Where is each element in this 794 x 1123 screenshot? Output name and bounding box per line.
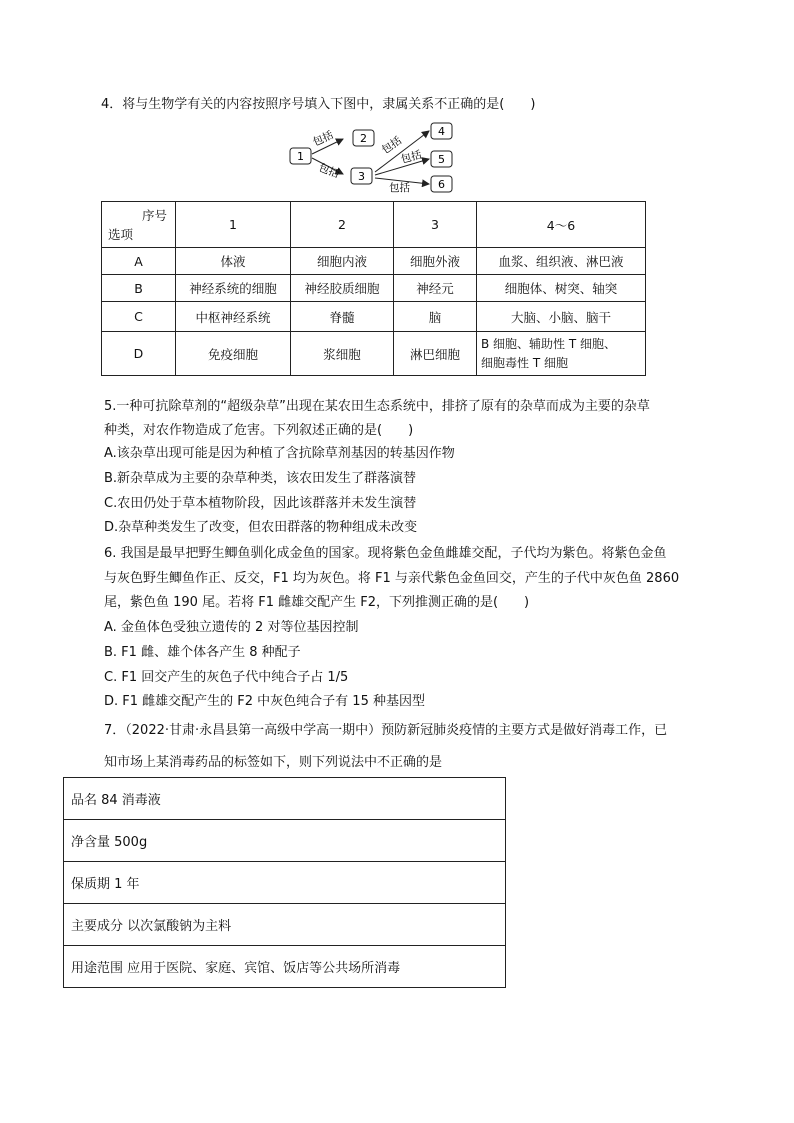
table-cell: 淋巴细胞 [394, 332, 477, 376]
edge-label-3-6: 包括 [389, 182, 410, 194]
option-label: D [102, 332, 176, 376]
table-cell: 血浆、组织液、淋巴液 [477, 248, 646, 275]
table-row [64, 820, 506, 862]
table-cell: 细胞体、树突、轴突 [477, 275, 646, 302]
q5-option-c: C.农田仍处于草本植物阶段，因此该群落并未发生演替 [104, 496, 417, 511]
q7-stem-line-2: 知市场上某消毒药品的标签如下，则下列说法中不正确的是 [104, 755, 443, 770]
table-row [102, 332, 646, 376]
table-cell [477, 332, 646, 376]
q5-option-b: B.新杂草成为主要的杂草种类，该农田发生了群落演替 [104, 471, 417, 486]
q5-stem-line-2: 种类，对农作物造成了危害。下列叙述正确的是( ) [104, 423, 414, 438]
table-cell: 大脑、小脑、脑干 [477, 302, 646, 332]
q6-option-d: D. F1 雌雄交配产生的 F2 中灰色纯合子有 15 种基因型 [104, 694, 425, 709]
table-cell: 脊髓 [291, 302, 394, 332]
column-header: 4～6 [477, 202, 646, 248]
edge-label-1-3: 包括 [316, 161, 341, 181]
table-cell: 神经元 [394, 275, 477, 302]
label-row-usage: 用途范围 应用于医院、家庭、宾馆、饭店等公共场所消毒 [64, 946, 506, 988]
cell-line: 细胞毒性 T 细胞 [481, 355, 568, 370]
table-cell: 体液 [176, 248, 291, 275]
table-row [64, 946, 506, 988]
table-row [102, 275, 646, 302]
q4-hierarchy-diagram [285, 118, 475, 194]
edge-label-1-2: 包括 [311, 128, 336, 149]
table-header-row [102, 202, 646, 248]
node-3: 3 [358, 170, 365, 183]
q6-stem-line-2: 与灰色野生鲫鱼作正、反交，F1 均为灰色。将 F1 与亲代紫色金鱼回交，产生的子代中灰色鱼 2860 [104, 571, 680, 586]
q7-stem-line-1: 7．（2022·甘肃·永昌县第一高级中学高一期中）预防新冠肺炎疫情的主要方式是做好消毒工作，已 [104, 723, 668, 738]
table-cell: 脑 [394, 302, 477, 332]
table-cell: 细胞外液 [394, 248, 477, 275]
option-label: C [102, 302, 176, 332]
q6-stem-line-3: 尾，紫色鱼 190 尾。若将 F1 雌雄交配产生 F2，下列推测正确的是( ) [104, 595, 530, 610]
header-corner-cell [102, 202, 176, 248]
column-header: 2 [291, 202, 394, 248]
node-1: 1 [297, 150, 304, 163]
label-row-name: 品名 84 消毒液 [64, 778, 506, 820]
label-row-ingredient: 主要成分 以次氯酸钠为主料 [64, 904, 506, 946]
header-corner-bottom: 选项 [108, 227, 134, 242]
table-cell: 细胞内液 [291, 248, 394, 275]
header-corner-top: 序号 [141, 208, 167, 223]
option-label: A [102, 248, 176, 275]
q5-stem-line-1: 5.一种可抗除草剂的“超级杂草”出现在某农田生态系统中，排挤了原有的杂草而成为主要的杂草 [104, 399, 650, 414]
table-row [64, 778, 506, 820]
table-cell: 神经系统的细胞 [176, 275, 291, 302]
q6-stem-line-1: 6. 我国是最早把野生鲫鱼驯化成金鱼的国家。现将紫色金鱼雌雄交配，子代均为紫色。将紫色金鱼 [104, 546, 667, 561]
label-row-net-content: 净含量 500g [64, 820, 506, 862]
q4-options-table [101, 201, 646, 376]
table-row [102, 302, 646, 332]
q5-option-d: D.杂草种类发生了改变，但农田群落的物种组成未改变 [104, 520, 418, 535]
q5-option-a: A.该杂草出现可能是因为种植了含抗除草剂基因的转基因作物 [104, 446, 455, 461]
label-row-shelf-life: 保质期 1 年 [64, 862, 506, 904]
column-header: 1 [176, 202, 291, 248]
node-5: 5 [438, 153, 445, 166]
table-row [102, 248, 646, 275]
cell-line: B 细胞、辅助性 T 细胞、 [481, 336, 617, 351]
table-cell: 免疫细胞 [176, 332, 291, 376]
node-2: 2 [360, 132, 367, 145]
q6-option-b: B. F1 雌、雄个体各产生 8 种配子 [104, 645, 301, 660]
table-cell: 神经胶质细胞 [291, 275, 394, 302]
q7-product-label-table [63, 777, 506, 988]
table-cell: 浆细胞 [291, 332, 394, 376]
edge-label-3-4: 包括 [379, 134, 404, 157]
column-header: 3 [394, 202, 477, 248]
table-row [64, 904, 506, 946]
node-4: 4 [438, 125, 445, 138]
q6-option-c: C. F1 回交产生的灰色子代中纯合子占 1/5 [104, 670, 349, 685]
table-row [64, 862, 506, 904]
table-cell: 中枢神经系统 [176, 302, 291, 332]
q6-option-a: A. 金鱼体色受独立遗传的 2 对等位基因控制 [104, 620, 359, 635]
node-6: 6 [438, 178, 445, 191]
q4-stem: 4．将与生物学有关的内容按照序号填入下图中，隶属关系不正确的是( ) [101, 97, 536, 112]
option-label: B [102, 275, 176, 302]
edge-label-3-5: 包括 [399, 148, 424, 166]
